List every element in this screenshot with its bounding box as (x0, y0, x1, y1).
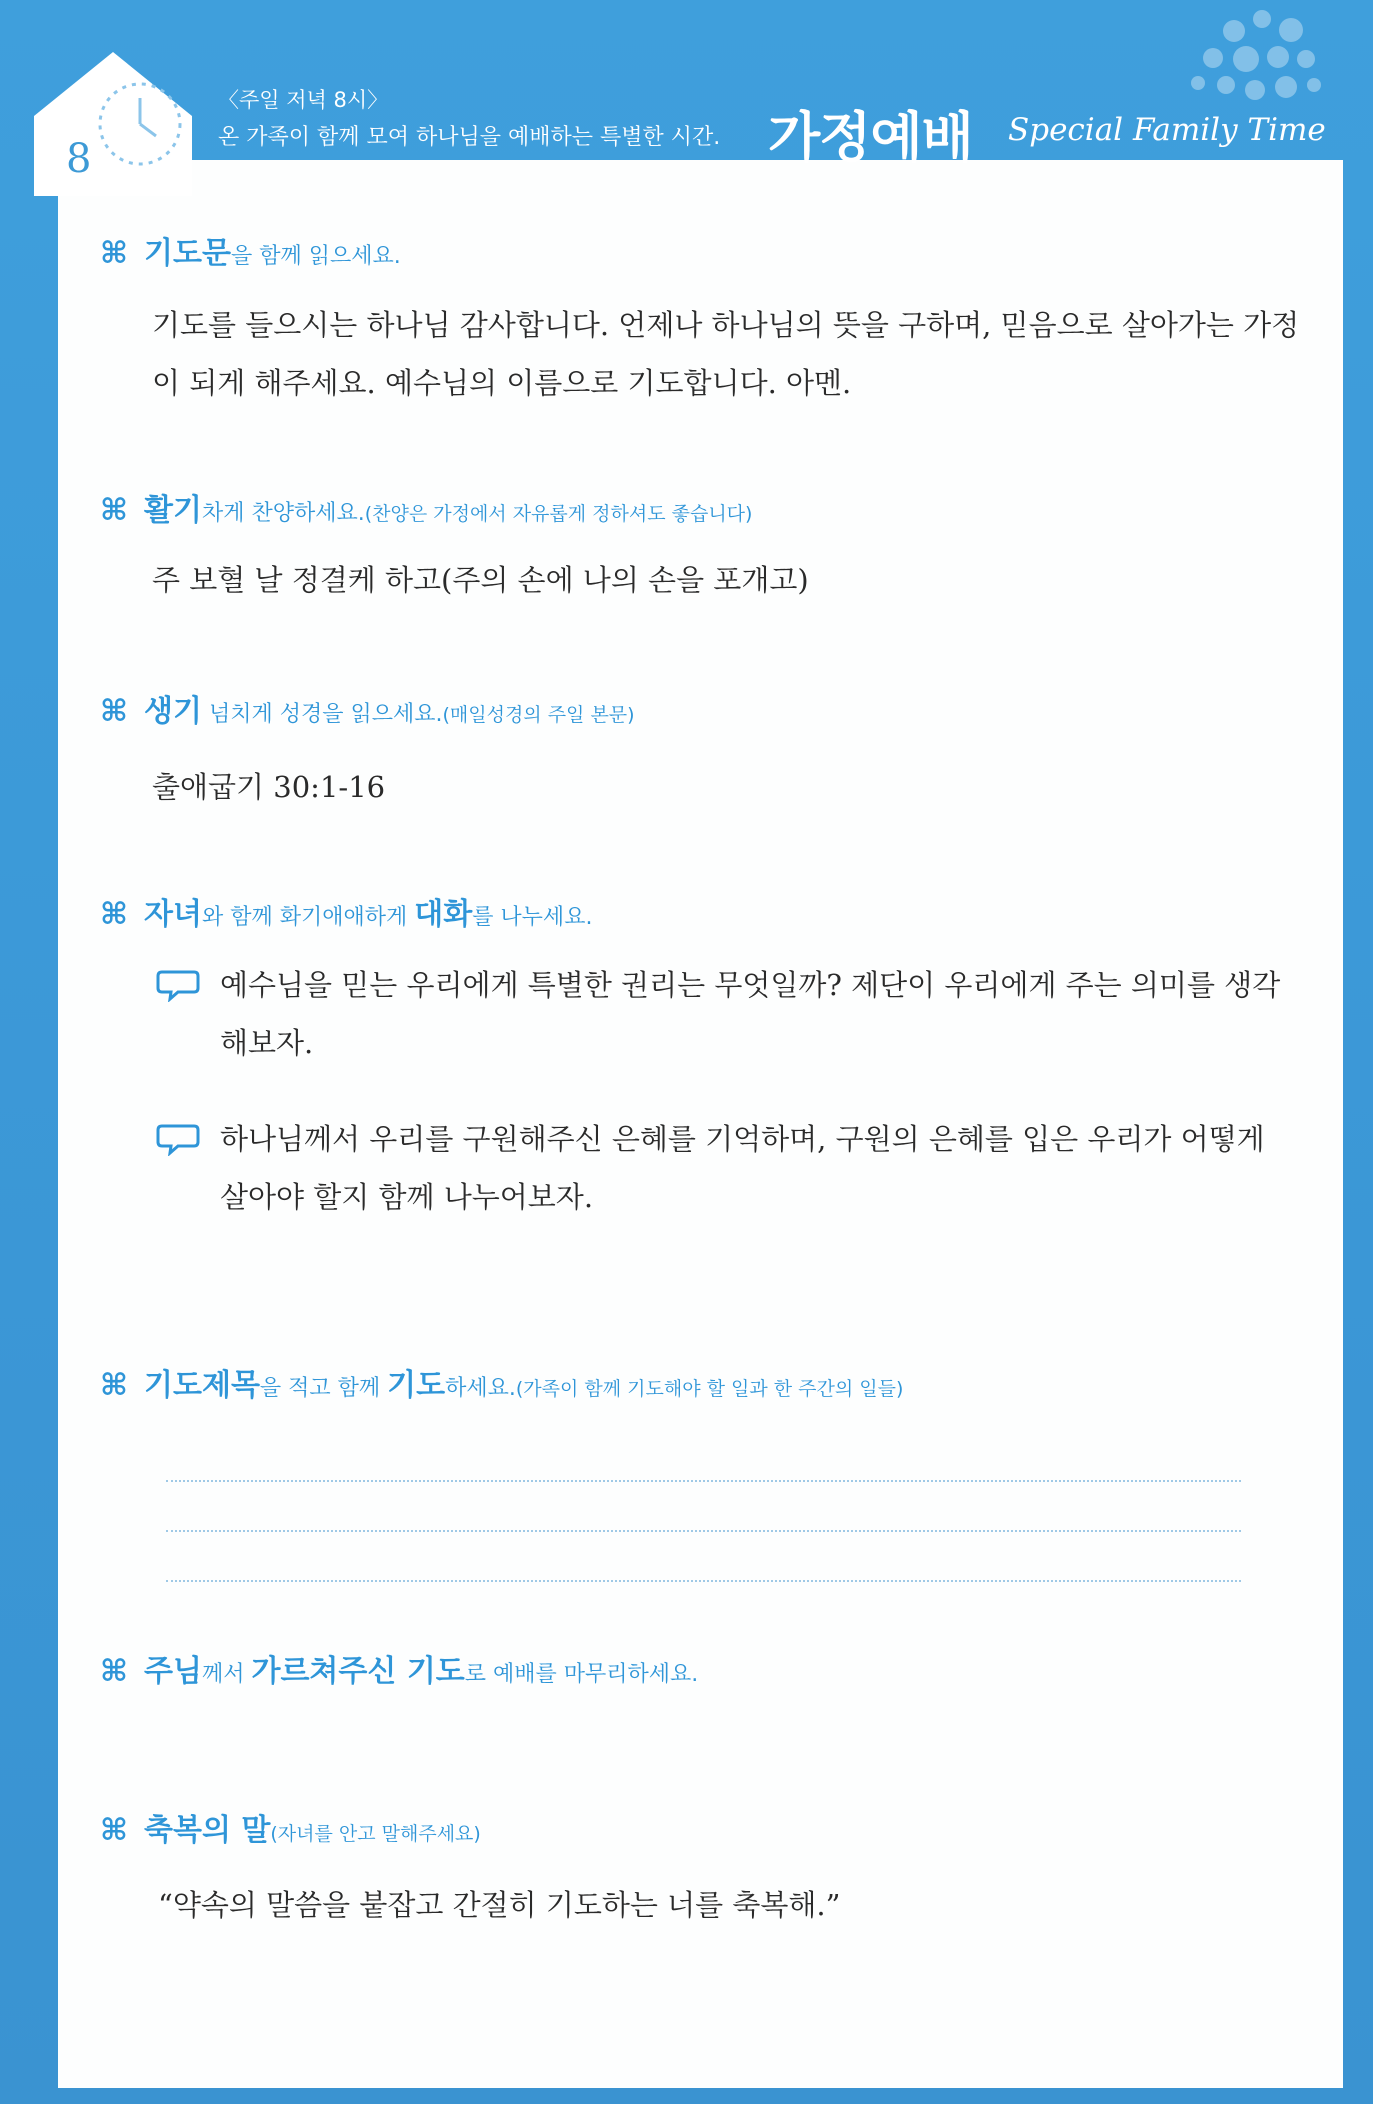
section-head-small-2: 를 나누세요. (472, 905, 593, 930)
section-head-blessing (100, 1805, 481, 1849)
section-head-note: (자녀를 안고 말해주세요) (270, 1823, 481, 1845)
section-head-note: (가족이 함께 기도해야 할 일과 한 주간의 일들) (515, 1378, 904, 1400)
writing-line[interactable] (166, 1530, 1241, 1532)
section-head-big-2: 대화 (414, 897, 473, 932)
command-key-icon: ⌘ (100, 897, 128, 932)
section-head-lords-prayer (100, 1646, 698, 1690)
prayer-text: 기도를 들으시는 하나님 감사합니다. 언제나 하나님의 뜻을 구하며, 믿음으로 살아가는 가정이 되게 해주세요. 예수님의 이름으로 기도합니다. 아멘. (152, 308, 1300, 400)
section-head-scripture (100, 686, 635, 730)
section-head-note: (찬양은 가정에서 자유롭게 정하셔도 좋습니다) (364, 503, 753, 525)
section-head-prayer (100, 228, 401, 272)
talk-question-1: 예수님을 믿는 우리에게 특별한 권리는 무엇일까? 제단이 우리에게 주는 의미를 생각해보자. (220, 968, 1281, 1060)
section-head-big: 자녀 (144, 897, 202, 932)
writing-line[interactable] (166, 1580, 1241, 1582)
speech-bubble-icon (156, 1122, 200, 1156)
command-key-icon: ⌘ (100, 1654, 128, 1689)
section-head-small: 와 함께 화기애애하게 (201, 905, 415, 930)
page-number: 8 (66, 136, 92, 182)
section-head-big: 활기 (144, 493, 202, 528)
section-head-big-2: 가르쳐주신 기도 (251, 1654, 465, 1689)
section-head-small-2: 하세요. (445, 1376, 516, 1401)
section-head-small: 넘치게 성경을 읽으세요. (201, 702, 443, 727)
section-head-talk (100, 889, 592, 933)
command-key-icon: ⌘ (100, 694, 128, 729)
header-time: 〈주일 저녁 8시〉 (218, 88, 389, 112)
section-head-big: 축복의 말 (144, 1813, 271, 1848)
section-head-praise (100, 485, 752, 529)
header (0, 40, 1373, 182)
section-head-big: 주님 (144, 1654, 202, 1689)
section-head-small: 을 적고 함께 (259, 1376, 388, 1401)
speech-bubble-icon (156, 968, 200, 1002)
section-head-prayer-topics (100, 1360, 903, 1404)
writing-line[interactable] (166, 1480, 1241, 1482)
blessing-text: “약속의 말씀을 붙잡고 간절히 기도하는 너를 축복해.” (158, 1888, 841, 1922)
section-head-small: 을 함께 읽으세요. (230, 244, 401, 269)
page-title: 가정예배 (768, 106, 973, 169)
section-head-note: (매일성경의 주일 본문) (442, 704, 635, 726)
section-head-small: 께서 (201, 1662, 252, 1687)
header-subtitle: 온 가족이 함께 모여 하나님을 예배하는 특별한 시간. (218, 125, 721, 150)
section-head-big-2: 기도 (387, 1368, 446, 1403)
house-clock-icon (28, 46, 198, 196)
command-key-icon: ⌘ (100, 493, 128, 528)
script-title: Special Family Time (1008, 112, 1326, 148)
section-head-big: 생기 (144, 694, 202, 729)
section-head-small-2: 로 예배를 마무리하세요. (464, 1662, 699, 1687)
talk-question-2: 하나님께서 우리를 구원해주신 은혜를 기억하며, 구원의 은혜를 입은 우리가 어떻게 살아야 할지 함께 나누어보자. (220, 1122, 1265, 1214)
section-head-big: 기도문 (144, 236, 231, 271)
section-head-small: 차게 찬양하세요. (201, 501, 365, 526)
scripture-text: 출애굽기 30:1-16 (152, 770, 386, 804)
command-key-icon: ⌘ (100, 236, 128, 271)
command-key-icon: ⌘ (100, 1813, 128, 1848)
praise-text: 주 보혈 날 정결케 하고(주의 손에 나의 손을 포개고) (152, 563, 809, 597)
section-head-big: 기도제목 (144, 1368, 260, 1403)
command-key-icon: ⌘ (100, 1368, 128, 1403)
